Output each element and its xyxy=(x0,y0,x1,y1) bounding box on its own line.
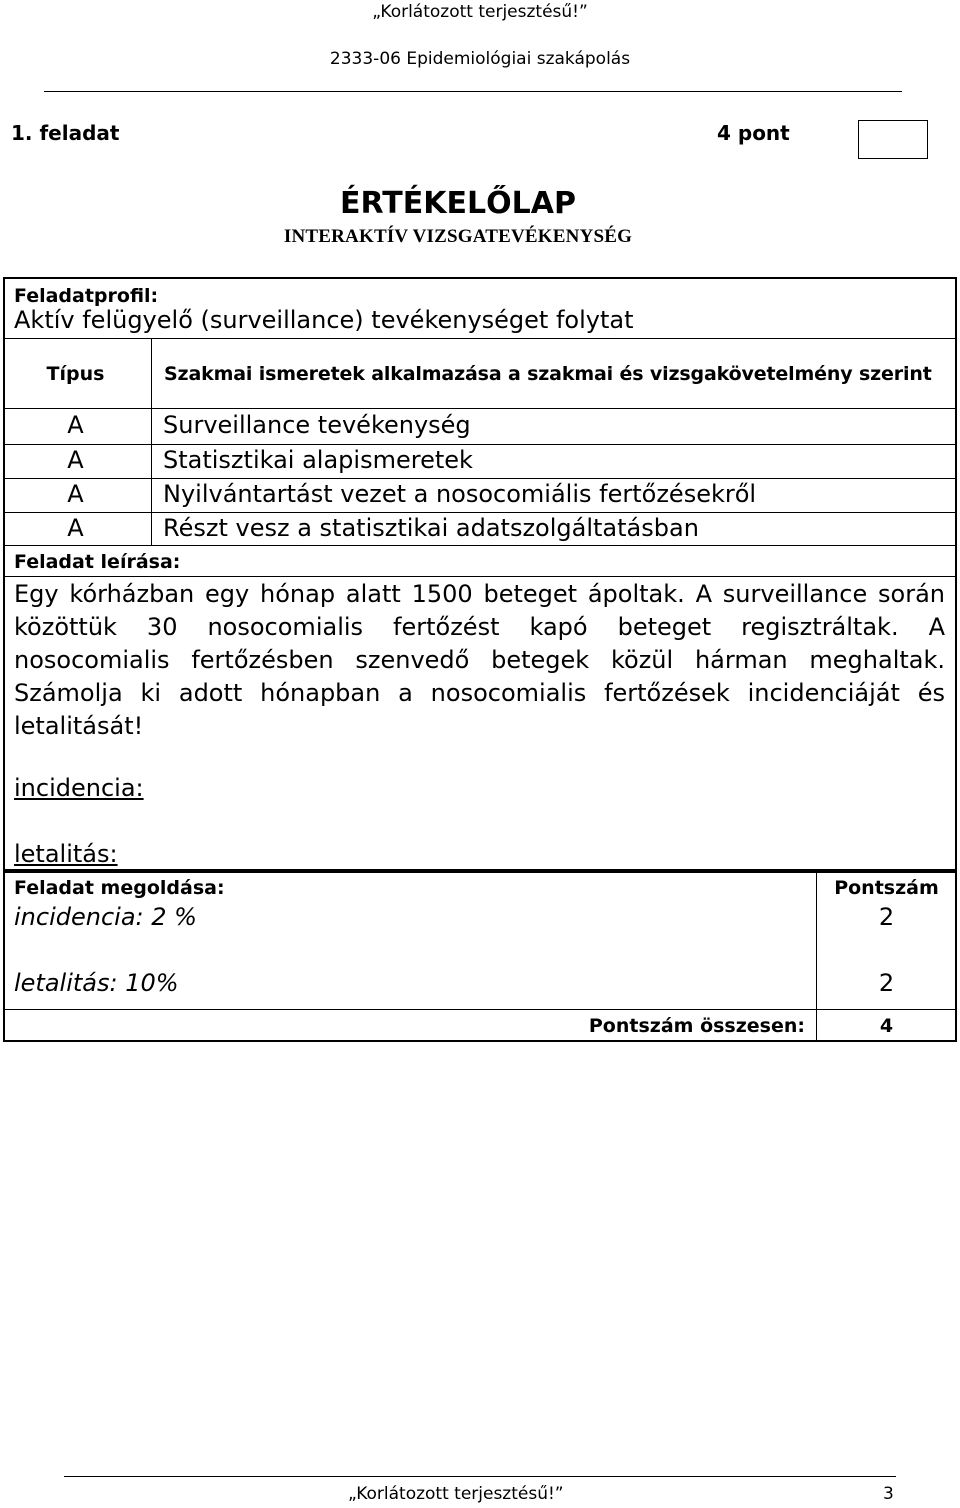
incidence-label: incidencia: xyxy=(14,774,144,802)
description-label: Feladat leírása: xyxy=(14,551,181,573)
score-box[interactable] xyxy=(858,120,928,159)
header-divider xyxy=(44,91,902,92)
type-cell: A xyxy=(67,480,84,508)
total-value: 4 xyxy=(879,1015,894,1037)
solution-points: 2 xyxy=(878,903,895,931)
subject-title: 2333-06 Epidemiológiai szakápolás xyxy=(329,49,631,69)
solution-label: Feladat megoldása: xyxy=(14,877,225,899)
solution-answer: incidencia: 2 % xyxy=(14,903,197,931)
desc-cell: Surveillance tevékenység xyxy=(163,411,471,439)
footer-divider xyxy=(64,1476,896,1477)
desc-cell: Statisztikai alapismeretek xyxy=(163,446,473,474)
table-divider xyxy=(3,338,957,339)
row-divider xyxy=(3,478,957,479)
desc-cell: Nyilvántartást vezet a nosocomiális fertőzésekről xyxy=(163,480,757,508)
desc-cell: Részt vesz a statisztikai adatszolgáltatásban xyxy=(163,514,699,542)
page-number: 3 xyxy=(883,1484,894,1504)
task-number: 1. feladat xyxy=(11,121,120,145)
sheet-title: ÉRTÉKELŐLAP xyxy=(340,186,576,221)
lethality-label: letalitás: xyxy=(14,840,118,868)
description-divider xyxy=(3,576,957,577)
type-cell: A xyxy=(67,446,84,474)
sheet-subtitle: INTERAKTÍV VIZSGATEVÉKENYSÉG xyxy=(283,226,633,247)
type-column-header: Típus xyxy=(46,363,105,385)
restriction-note: „Korlátozott terjesztésű!” xyxy=(372,2,588,22)
points-header: Pontszám xyxy=(834,877,939,899)
description-text: Egy kórházban egy hónap alatt 1500 beteget ápoltak. A surveillance során közöttük 30 nosocomialis fertőzést kapó beteget regisztráltak. A nosocomialis fertőzésben szenvedő betegek közül hárman meghaltak. Számolja ki adott hónapban a nosocomialis fertőzések incidenciáját és letalitását! xyxy=(14,580,945,740)
profile-value: Aktív felügyelő (surveillance) tevékenységet folytat xyxy=(14,306,634,334)
type-cell: A xyxy=(67,411,84,439)
row-divider xyxy=(3,512,957,513)
row-divider xyxy=(3,545,957,546)
desc-column-header: Szakmai ismeretek alkalmazása a szakmai és vizsgakövetelmény szerint xyxy=(164,363,932,385)
type-cell: A xyxy=(67,514,84,542)
total-divider xyxy=(3,1009,957,1010)
solution-points: 2 xyxy=(878,969,895,997)
profile-label: Feladatprofil: xyxy=(14,285,159,307)
total-label: Pontszám összesen: xyxy=(588,1015,805,1037)
task-points: 4 pont xyxy=(717,121,790,145)
table-column-divider xyxy=(151,338,152,545)
solution-answer: letalitás: 10% xyxy=(14,969,179,997)
table-header-divider xyxy=(3,408,957,409)
row-divider xyxy=(3,444,957,445)
footer-restriction-note: „Korlátozott terjesztésű!” xyxy=(348,1484,564,1504)
